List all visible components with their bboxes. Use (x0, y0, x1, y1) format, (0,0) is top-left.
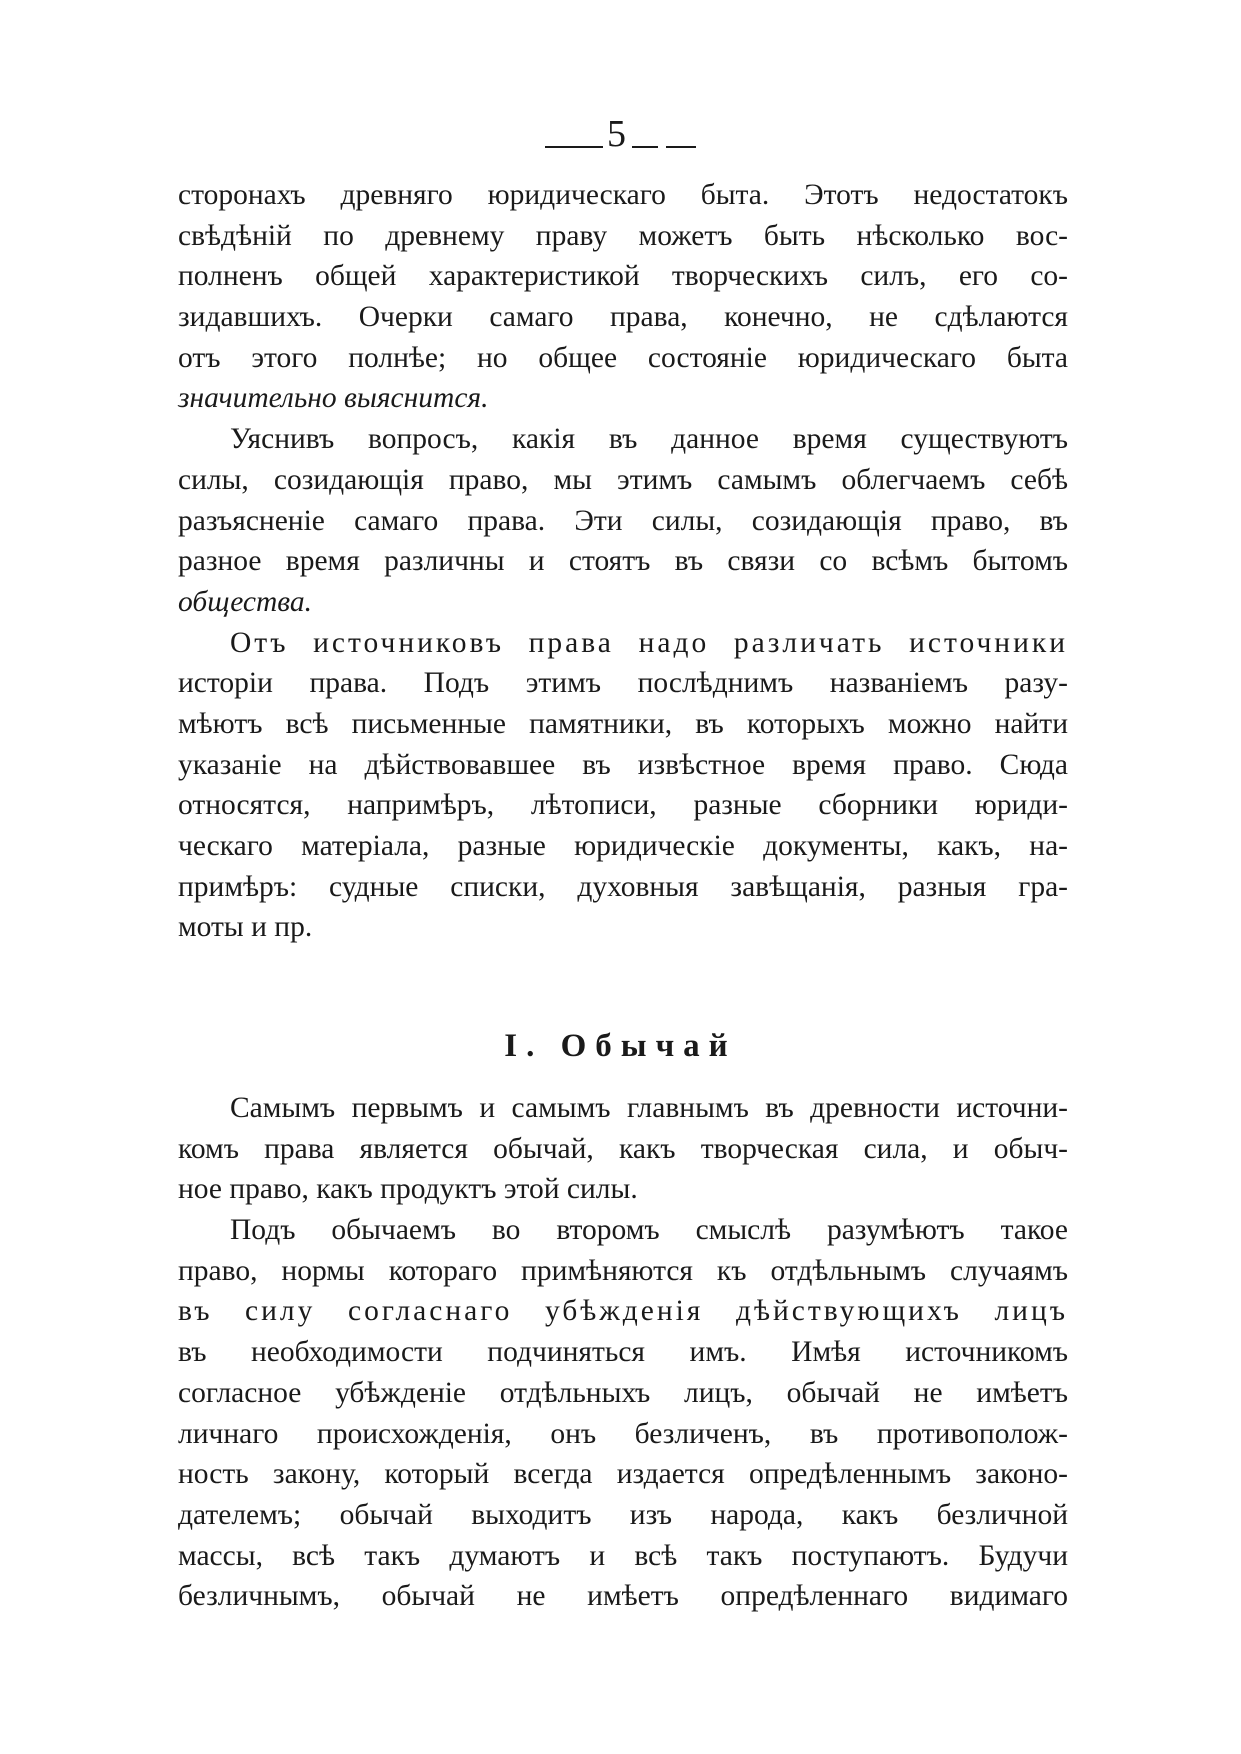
text-line: согласное убѣжденіе отдѣльныхъ лицъ, обычай не имѣетъ (178, 1376, 1068, 1409)
text-line: дателемъ; обычай выходитъ изъ народа, какъ безличной (178, 1498, 1068, 1531)
text-line: разное время различны и стоятъ въ связи со всѣмъ бытомъ (178, 545, 1068, 578)
text-line: массы, всѣ такъ думаютъ и всѣ такъ поступаютъ. Будучи (178, 1539, 1068, 1572)
page-number-left-rule (545, 146, 603, 148)
text-line: въ силу согласнаго убѣжденія дѣйствующихъ лицъ (178, 1295, 1068, 1328)
text-line: безличнымъ, обычай не имѣетъ опредѣленнаго видимаго (178, 1580, 1068, 1613)
text-line: примѣръ: судные списки, духовныя завѣщанія, разныя гра- (178, 870, 1068, 903)
page-number-right-rule-2 (666, 146, 696, 148)
text-line: сторонахъ древняго юридическаго быта. Этотъ недостатокъ (178, 179, 1068, 211)
text-line: Самымъ первымъ и самымъ главнымъ въ древности источни- (230, 1092, 1068, 1124)
text-line: свѣдѣній по древнему праву можетъ быть нѣсколько вос- (178, 219, 1068, 252)
page-number (0, 112, 1241, 156)
text-line: ческаго матеріала, разные юридическіе документы, какъ, на- (178, 830, 1068, 862)
text-line: разъясненіе самаго права. Эти силы, созидающія право, въ (178, 504, 1068, 537)
text-line: ное право, какъ продуктъ этой силы. (178, 1173, 638, 1206)
text-line: силы, созидающія право, мы этимъ самымъ облегчаемъ себѣ (178, 463, 1068, 496)
text-line: мѣютъ всѣ письменные памятники, въ которыхъ можно найти (178, 707, 1068, 740)
text-line: Уяснивъ вопросъ, какія въ данное время существуютъ (230, 423, 1068, 456)
page-number-right-rule (632, 146, 658, 148)
text-line: личнаго происхожденія, онъ безличенъ, въ противополож- (178, 1417, 1068, 1450)
text-line: право, нормы котораго примѣняются къ отдѣльнымъ случаямъ (178, 1254, 1068, 1287)
text-line: зидавшихъ. Очерки самаго права, конечно, не сдѣлаются (178, 301, 1068, 334)
page-number-value: 5 (607, 113, 628, 155)
text-line: полненъ общей характеристикой творческихъ силъ, его со- (178, 260, 1068, 293)
text-line: отъ этого полнѣе; но общее состояніе юридическаго быта (178, 341, 1068, 374)
body-text-bottom (178, 1088, 1068, 1617)
text-line: Отъ источниковъ права надо различать источники (230, 626, 1068, 659)
body-text-top (178, 175, 1068, 948)
text-line: относятся, напримѣръ, лѣтописи, разные сборники юриди- (178, 789, 1068, 822)
text-line: исторіи права. Подъ этимъ послѣднимъ названіемъ разу- (178, 667, 1068, 700)
text-line: въ необходимости подчиняться имъ. Имѣя источникомъ (178, 1336, 1068, 1369)
text-line: указаніе на дѣйствовавшее въ извѣстное время право. Сюда (178, 748, 1068, 781)
text-line: Подъ обычаемъ во второмъ смыслѣ разумѣютъ такое (230, 1214, 1068, 1247)
text-line: значительно выяснится. (178, 382, 489, 415)
text-line: ность закону, который всегда издается опредѣленнымъ законо- (178, 1458, 1068, 1491)
section-heading: I. Обычай (504, 1028, 737, 1064)
text-line: моты и пр. (178, 911, 313, 944)
text-line: комъ права является обычай, какъ творческая сила, и обыч- (178, 1132, 1068, 1165)
text-line: общества. (178, 585, 313, 618)
